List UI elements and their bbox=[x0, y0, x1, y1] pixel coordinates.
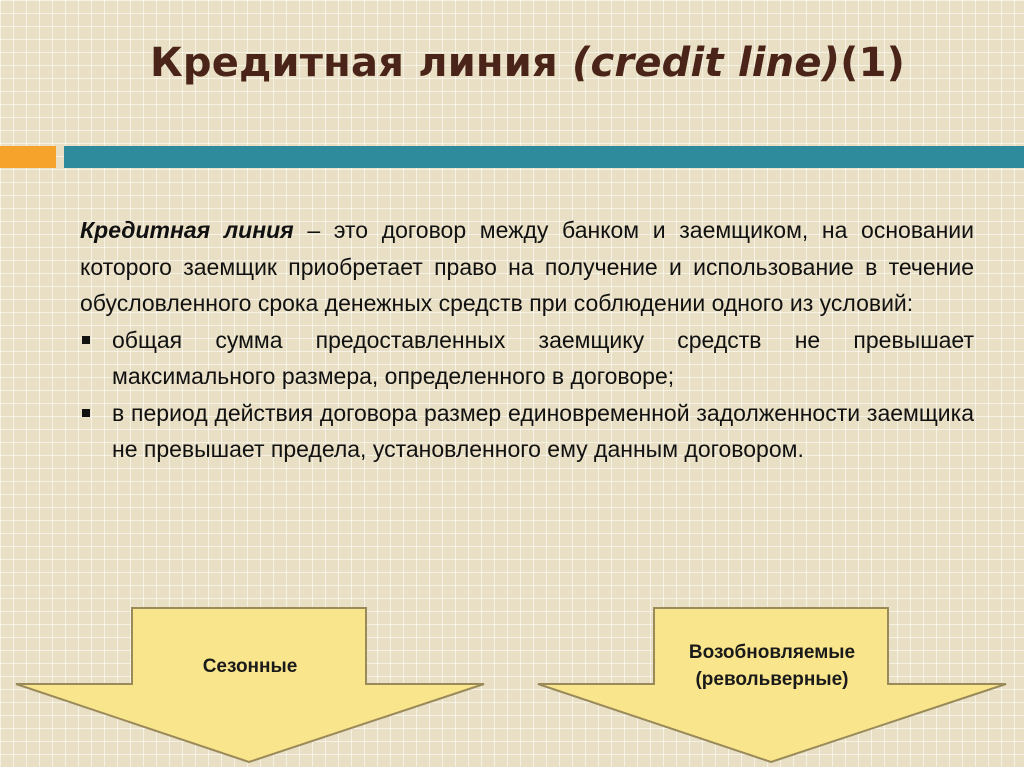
condition-item bbox=[80, 322, 974, 395]
slide-title-suffix: (1) bbox=[840, 40, 906, 86]
down-arrow-shape bbox=[12, 605, 488, 765]
condition-text: общая сумма предоставленных заемщику средств не превышает максимального размера, определенного в договоре; bbox=[112, 326, 974, 389]
definition-term: Кредитная линия bbox=[80, 217, 294, 243]
slide-title-main: Кредитная линия bbox=[150, 40, 573, 86]
arrow-revolving-label bbox=[534, 639, 1010, 693]
condition-text: в период действия договора размер единовременной задолженности заемщика не превышает предела, установленного ему данным договором. bbox=[112, 399, 974, 462]
arrow-revolving-label-line1: Возобновляемые bbox=[688, 642, 856, 663]
definition-text: – это договор между банком и заемщиком, на основании которого заемщик приобретает право на получение и использование в течение обусловленного срока денежных средств при соблюдении одного из условий: bbox=[80, 217, 974, 316]
arrow-revolving bbox=[534, 605, 1010, 765]
arrow-seasonal-label bbox=[12, 653, 488, 680]
accent-bar-orange bbox=[0, 146, 56, 168]
arrow-seasonal bbox=[12, 605, 488, 765]
bullet-square-icon bbox=[82, 409, 90, 417]
slide-body bbox=[80, 212, 974, 468]
conditions-list bbox=[80, 322, 974, 468]
slide-title-italic: (credit line) bbox=[572, 40, 841, 86]
arrow-revolving-label-line2: (револьверные) bbox=[695, 669, 849, 690]
bullet-square-icon bbox=[82, 336, 90, 344]
arrow-seasonal-label-line1: Сезонные bbox=[202, 656, 298, 677]
definition-paragraph bbox=[80, 212, 974, 322]
accent-bar-teal bbox=[64, 146, 1024, 168]
condition-item bbox=[80, 395, 974, 468]
slide-title bbox=[150, 40, 905, 86]
